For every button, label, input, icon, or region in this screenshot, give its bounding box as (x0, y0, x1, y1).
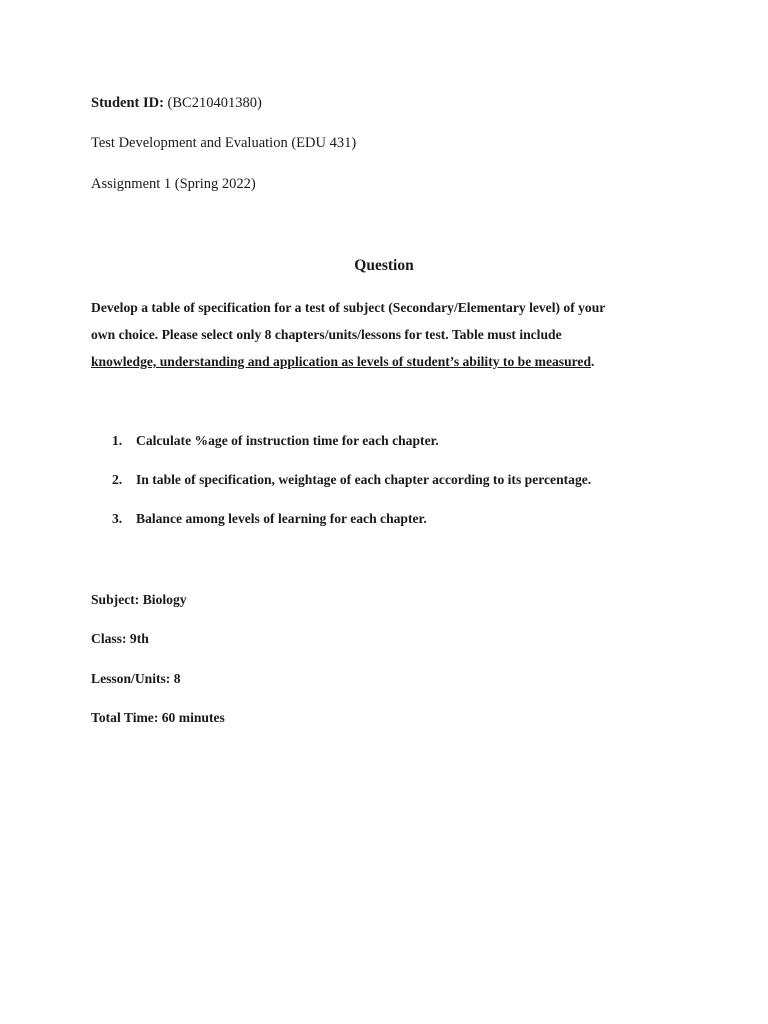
course-title: Test Development and Evaluation (EDU 431) (91, 135, 357, 151)
list-item-text: In table of specification, weightage of each chapter according to its percentage. (136, 472, 592, 487)
question-line-2: own choice. Please select only 8 chapters/units/lessons for test. Table must include (91, 327, 562, 342)
list-item-text: Balance among levels of learning for each chapter. (136, 511, 427, 526)
list-item (112, 510, 427, 528)
lessons-line: Lesson/Units: 8 (91, 671, 181, 686)
class-line: Class: 9th (91, 631, 149, 646)
list-item (112, 471, 591, 489)
list-item-text: Calculate %age of instruction time for each chapter. (136, 433, 439, 448)
question-text (91, 294, 691, 375)
list-item-number: 2. (112, 472, 123, 487)
list-item-number: 1. (112, 433, 123, 448)
question-line-3 (91, 348, 691, 375)
student-id-line (91, 94, 262, 112)
total-time-line: Total Time: 60 minutes (91, 710, 225, 725)
subject-line: Subject: Biology (91, 592, 187, 607)
question-line-3-underlined: knowledge, understanding and application as levels of student’s ability to be measured (91, 354, 592, 369)
list-item-number: 3. (112, 511, 123, 526)
question-line-1: Develop a table of specification for a test of subject (Secondary/Elementary level) of your (91, 300, 606, 315)
question-heading: Question (354, 257, 414, 274)
list-item (112, 432, 439, 450)
student-id-value: (BC210401380) (167, 95, 262, 111)
student-id-label: Student ID: (91, 95, 164, 111)
question-line-3-tail: . (591, 354, 595, 369)
assignment-title: Assignment 1 (Spring 2022) (91, 176, 256, 192)
